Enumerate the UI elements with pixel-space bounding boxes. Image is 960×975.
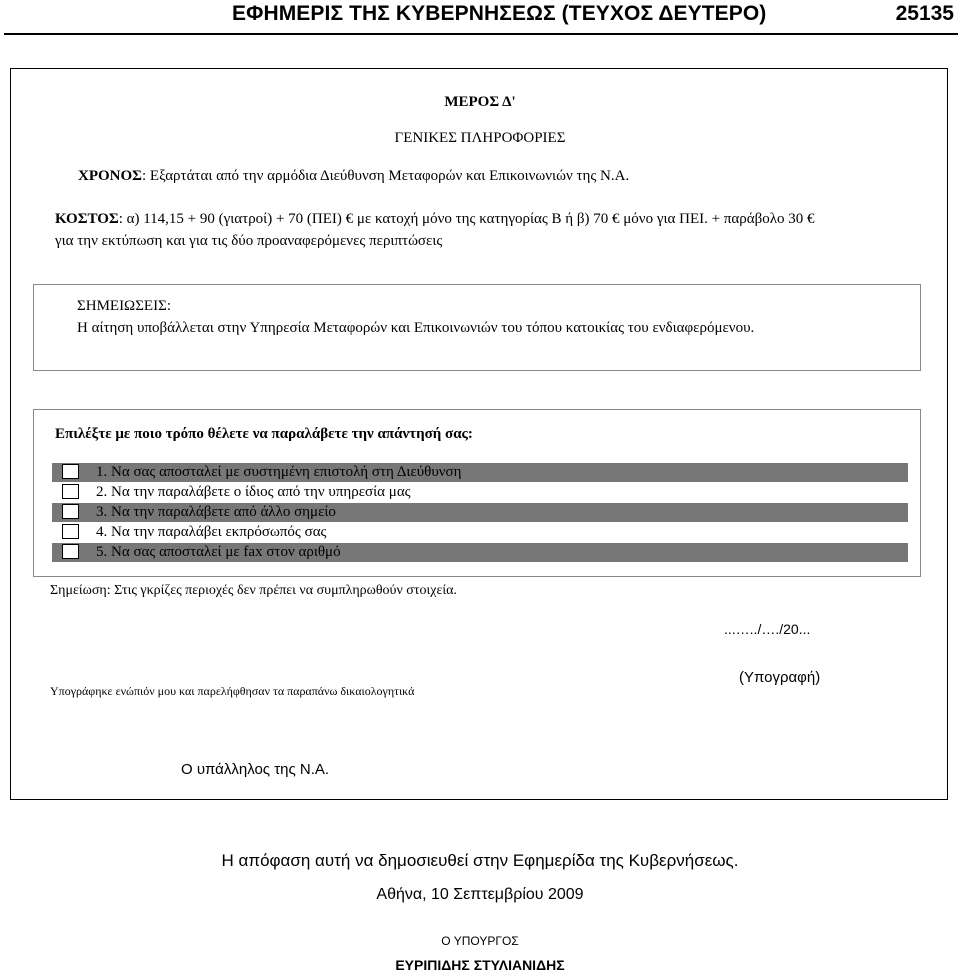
option-label: 2. Να την παραλάβετε ο ίδιος από την υπηρεσία μας	[96, 484, 411, 500]
cost-line-1	[55, 211, 815, 228]
cost-line-2: για την εκτύπωση και για τις δύο προαναφερόμενες περιπτώσεις	[55, 233, 443, 249]
delivery-option-row	[52, 463, 908, 482]
option-checkbox[interactable]	[62, 524, 79, 539]
section-title: ΓΕΝΙΚΕΣ ΠΛΗΡΟΦΟΡΙΕΣ	[394, 130, 566, 146]
option-checkbox[interactable]	[62, 504, 79, 519]
date-line: ...…../…./20...	[724, 621, 811, 637]
place-date: Αθήνα, 10 Σεπτεμβρίου 2009	[376, 886, 584, 903]
delivery-option-row	[52, 483, 908, 502]
time-label: ΧΡΟΝΟΣ	[78, 168, 142, 184]
delivery-option-row	[52, 523, 908, 542]
delivery-option-row	[52, 503, 908, 522]
time-line	[78, 168, 629, 185]
minister-name: ΕΥΡΙΠΙΔΗΣ ΣΤΥΛΙΑΝΙΔΗΣ	[395, 957, 565, 973]
signature-label: (Υπογραφή)	[739, 669, 821, 686]
signed-in-presence-note: Υπογράφηκε ενώπιόν μου και παρελήφθησαν τα παραπάνω δικαιολογητικά	[50, 684, 415, 698]
time-text: : Εξαρτάται από την αρμόδια Διεύθυνση Μεταφορών και Επικοινωνιών της Ν.Α.	[141, 168, 630, 184]
option-label: 4. Να την παραλάβει εκπρόσωπός σας	[96, 524, 327, 540]
option-checkbox[interactable]	[62, 544, 79, 559]
notes-text: Η αίτηση υποβάλλεται στην Υπηρεσία Μεταφορών και Επικοινωνιών του τόπου κατοικίας του ενδιαφερόμενου.	[77, 320, 755, 336]
gazette-header-title: ΕΦΗΜΕΡΙΣ ΤΗΣ ΚΥΒΕΡΝΗΣΕΩΣ (ΤΕΥΧΟΣ ΔΕΥΤΕΡΟ)	[232, 2, 767, 25]
option-label: 1. Να σας αποσταλεί με συστημένη επιστολή στη Διεύθυνση	[96, 464, 462, 480]
minister-title: Ο ΥΠΟΥΡΓΟΣ	[441, 934, 519, 948]
cost-label: ΚΟΣΤΟΣ	[55, 211, 119, 227]
delivery-option-row	[52, 543, 908, 562]
notes-title: ΣΗΜΕΙΩΣΕΙΣ:	[77, 298, 171, 314]
page-number: 25135	[895, 2, 954, 25]
publication-line: Η απόφαση αυτή να δημοσιευθεί στην Εφημερίδα της Κυβερνήσεως.	[221, 851, 739, 870]
part-title: ΜΕΡΟΣ Δ'	[444, 94, 516, 110]
option-checkbox[interactable]	[62, 484, 79, 499]
gray-areas-note: Σημείωση: Στις γκρίζες περιοχές δεν πρέπει να συμπληρωθούν στοιχεία.	[50, 583, 457, 598]
option-checkbox[interactable]	[62, 464, 79, 479]
officer-label: Ο υπάλληλος της Ν.Α.	[181, 761, 330, 778]
header-divider	[4, 33, 958, 35]
option-label: 3. Να την παραλάβετε από άλλο σημείο	[96, 504, 336, 520]
option-label: 5. Να σας αποσταλεί με fax στον αριθμό	[96, 544, 341, 560]
delivery-choice-title: Επιλέξτε με ποιο τρόπο θέλετε να παραλάβετε την απάντησή σας:	[55, 426, 473, 442]
cost-text: : α) 114,15 + 90 (γιατροί) + 70 (ΠΕΙ) € με κατοχή μόνο της κατηγορίας Β ή β) 70 € μόνο για ΠΕΙ. + παράβολο 30 €	[118, 211, 815, 227]
